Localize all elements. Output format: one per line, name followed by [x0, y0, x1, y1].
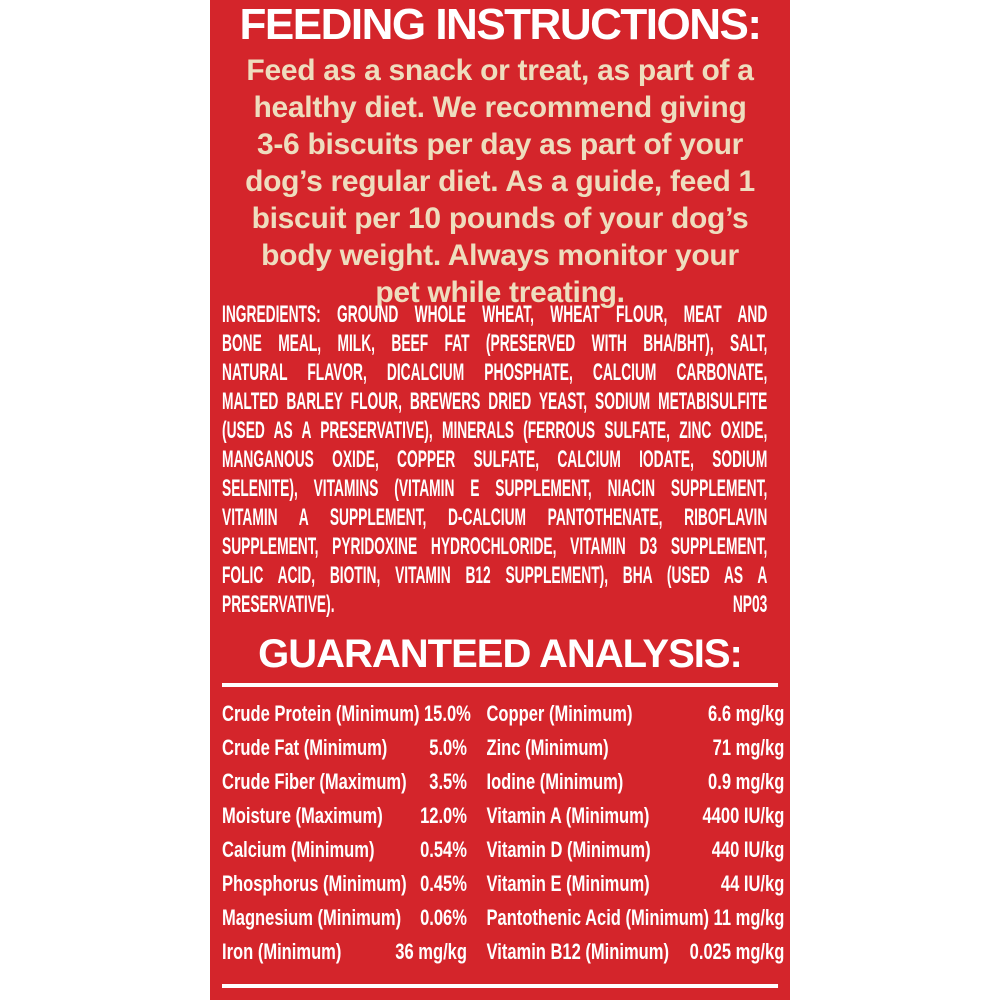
ga-row-value: 15.0%	[423, 701, 471, 726]
feeding-line: Feed as a snack or treat, as part of a	[246, 54, 754, 87]
ingredients-line: SUPPLEMENT, PYRIDOXINE HYDROCHLORIDE, VITAMIN D3 SUPPLEMENT,	[222, 533, 768, 560]
guaranteed-analysis-table	[222, 683, 785, 988]
feeding-line: healthy diet. We recommend giving	[253, 91, 747, 124]
ga-row	[222, 765, 467, 799]
ga-row-label: Phosphorus (Minimum)	[222, 871, 407, 896]
feeding-line: pet while treating.	[375, 276, 625, 309]
ga-row-label: Crude Fiber (Maximum)	[222, 769, 407, 794]
ga-row	[486, 765, 784, 799]
ingredients-last-line	[222, 590, 767, 619]
ga-row	[222, 867, 467, 901]
ga-row-value: 5.0%	[429, 735, 467, 760]
ga-row	[486, 935, 784, 969]
ga-row-value: 3.5%	[429, 769, 467, 794]
ga-row-label: Copper (Minimum)	[486, 701, 633, 726]
ga-row	[486, 901, 784, 935]
ingredients-line: MANGANOUS OXIDE, COPPER SULFATE, CALCIUM IODATE, SODIUM	[222, 446, 768, 473]
ingredients-line: VITAMIN A SUPPLEMENT, D-CALCIUM PANTOTHENATE, RIBOFLAVIN	[222, 504, 768, 531]
ga-left-column	[222, 687, 476, 984]
ingredients-code: NP03	[732, 591, 768, 618]
ingredients-line: SELENITE), VITAMINS (VITAMIN E SUPPLEMENT, NIACIN SUPPLEMENT,	[222, 475, 768, 502]
feeding-instructions-heading: FEEDING INSTRUCTIONS:	[239, 0, 761, 49]
ga-row-value: 44 IU/kg	[720, 871, 785, 896]
ga-row-value: 0.06%	[420, 905, 467, 930]
feeding-line: body weight. Always monitor your	[261, 239, 739, 272]
ga-row-label: Vitamin B12 (Minimum)	[486, 939, 669, 964]
ga-row-value: 71 mg/kg	[712, 735, 785, 760]
feeding-instructions-text	[210, 52, 790, 311]
ingredients-line-end: PRESERVATIVE).	[222, 591, 335, 618]
ga-row-label: Vitamin E (Minimum)	[486, 871, 650, 896]
ga-row	[222, 697, 471, 731]
ga-row-label: Iodine (Minimum)	[486, 769, 624, 794]
ga-row-label: Iron (Minimum)	[222, 939, 342, 964]
ga-row	[486, 731, 784, 765]
ga-row-label: Vitamin D (Minimum)	[486, 837, 651, 862]
ga-row	[486, 833, 784, 867]
ga-row	[222, 901, 467, 935]
ga-row-label: Pantothenic Acid (Minimum)	[486, 905, 710, 930]
ingredients-line: FOLIC ACID, BIOTIN, VITAMIN B12 SUPPLEMENT), BHA (USED AS A	[222, 562, 768, 589]
ga-right-column	[476, 687, 784, 984]
ga-row-value: 0.54%	[420, 837, 467, 862]
feeding-line: biscuit per 10 pounds of your dog’s	[251, 202, 749, 235]
ga-row-value: 12.0%	[420, 803, 467, 828]
ga-row-label: Magnesium (Minimum)	[222, 905, 402, 930]
ga-row-label: Crude Fat (Minimum)	[222, 735, 388, 760]
ga-row-value: 11 mg/kg	[713, 905, 785, 930]
ingredients-paragraph	[222, 300, 767, 619]
feeding-line: dog’s regular diet. As a guide, feed 1	[245, 165, 755, 198]
label-panel	[210, 0, 790, 1000]
ga-row	[486, 697, 784, 731]
ga-row	[222, 935, 467, 969]
ga-row	[222, 833, 467, 867]
ga-row-value: 36 mg/kg	[395, 939, 467, 964]
ga-row-value: 0.025 mg/kg	[689, 939, 785, 964]
feeding-line: 3-6 biscuits per day as part of your	[256, 128, 744, 161]
ga-row	[222, 731, 467, 765]
ga-row-label: Moisture (Maximum)	[222, 803, 383, 828]
ingredients-line: (USED AS A PRESERVATIVE), MINERALS (FERROUS SULFATE, ZINC OXIDE,	[222, 417, 768, 444]
ingredients-line: INGREDIENTS: GROUND WHOLE WHEAT, WHEAT FLOUR, MEAT AND	[222, 301, 768, 328]
ga-row-value: 4400 IU/kg	[702, 803, 785, 828]
guaranteed-analysis-heading: GUARANTEED ANALYSIS:	[258, 632, 742, 676]
ga-row	[222, 799, 467, 833]
ga-row-label: Crude Protein (Minimum)	[222, 701, 420, 726]
ga-row	[486, 799, 784, 833]
ingredients-line: NATURAL FLAVOR, DICALCIUM PHOSPHATE, CALCIUM CARBONATE,	[222, 359, 768, 386]
ga-row-value: 440 IU/kg	[711, 837, 785, 862]
ga-row-label: Zinc (Minimum)	[486, 735, 609, 760]
ingredients-line: BONE MEAL, MILK, BEEF FAT (PRESERVED WITH BHA/BHT), SALT,	[222, 330, 768, 357]
ga-row	[486, 867, 784, 901]
ga-row-label: Vitamin A (Minimum)	[486, 803, 650, 828]
ga-row-value: 0.9 mg/kg	[708, 769, 785, 794]
ga-row-value: 0.45%	[420, 871, 467, 896]
ingredients-line: MALTED BARLEY FLOUR, BREWERS DRIED YEAST, SODIUM METABISULFITE	[222, 388, 768, 415]
ga-row-value: 6.6 mg/kg	[708, 701, 785, 726]
ga-row-label: Calcium (Minimum)	[222, 837, 375, 862]
